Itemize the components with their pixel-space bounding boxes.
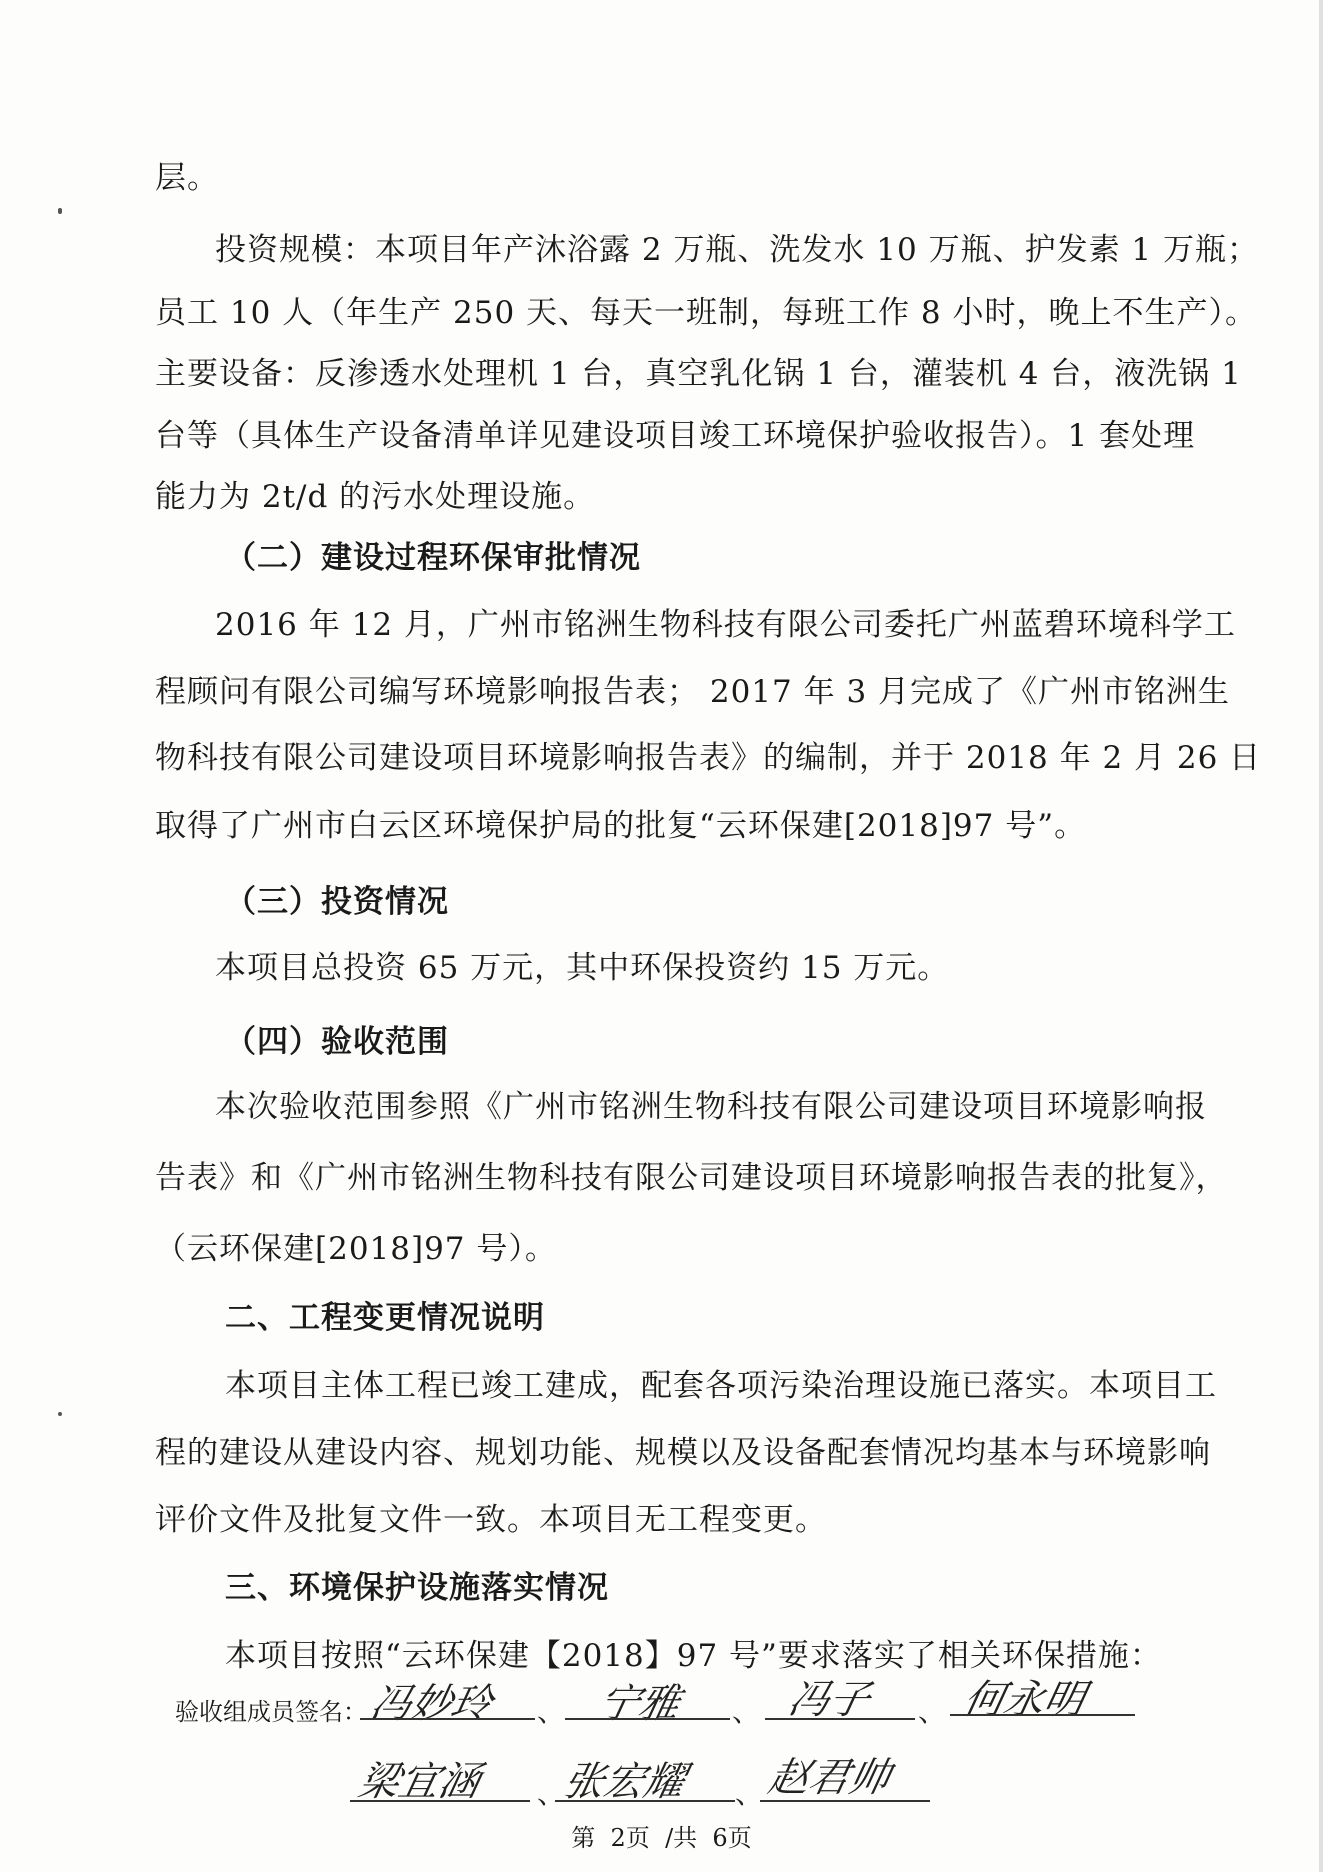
signature: 宁雅 xyxy=(594,1681,685,1727)
text-line: 评价文件及批复文件一致。本项目无工程变更。 xyxy=(155,1502,827,1538)
section-heading: 三、环境保护设施落实情况 xyxy=(225,1570,609,1606)
separator: 、 xyxy=(537,1695,566,1728)
page-number: 第 2页 /共 6页 xyxy=(571,1824,752,1852)
section-heading: 二、工程变更情况说明 xyxy=(225,1300,545,1336)
text-line: 员工 10 人（年生产 250 天、每天一班制，每班工作 8 小时，晚上不生产）。 xyxy=(155,295,1257,331)
text-line: 本次验收范围参照《广州市铭洲生物科技有限公司建设项目环境影响报 xyxy=(215,1089,1207,1125)
separator: 、 xyxy=(732,1695,761,1728)
text-line: 能力为 2t/d 的污水处理设施。 xyxy=(155,479,596,515)
separator: 、 xyxy=(735,1777,764,1810)
signature-line xyxy=(950,1714,1135,1716)
signature-line xyxy=(350,1800,530,1802)
separator: 、 xyxy=(918,1695,947,1728)
signature: 赵君帅 xyxy=(764,1755,895,1801)
text-line: 程的建设从建设内容、规划功能、规模以及设备配套情况均基本与环境影响 xyxy=(155,1435,1211,1471)
signature-line xyxy=(765,1718,915,1720)
text-line: 层。 xyxy=(155,160,219,196)
section-heading: （三）投资情况 xyxy=(225,884,449,920)
scan-speck xyxy=(58,1412,62,1416)
signature-line xyxy=(360,1718,535,1720)
signature-label: 验收组成员签名： xyxy=(175,1698,367,1726)
text-line: 告表》和《广州市铭洲生物科技有限公司建设项目环境影响报告表的批复》， xyxy=(155,1160,1228,1196)
text-line: 本项目总投资 65 万元，其中环保投资约 15 万元。 xyxy=(215,950,950,986)
text-line: （云环保建[2018]97 号）。 xyxy=(155,1231,557,1267)
signature: 冯子 xyxy=(784,1677,875,1723)
text-line: 主要设备：反渗透水处理机 1 台，真空乳化锅 1 台，灌装机 4 台，液洗锅 1 xyxy=(155,356,1242,392)
text-line: 本项目主体工程已竣工建成，配套各项污染治理设施已落实。本项目工 xyxy=(225,1368,1217,1404)
section-heading: （四）验收范围 xyxy=(225,1024,449,1060)
text-line: 取得了广州市白云区环境保护局的批复“云环保建[2018]97 号”。 xyxy=(155,808,1087,844)
signature: 梁宜涵 xyxy=(354,1759,485,1805)
signature: 冯妙玲 xyxy=(366,1681,497,1727)
text-line: 本项目按照“云环保建【2018】97 号”要求落实了相关环保措施： xyxy=(225,1638,1162,1674)
separator: 、 xyxy=(537,1777,566,1810)
signature-line xyxy=(555,1800,735,1802)
text-line: 台等（具体生产设备清单详见建设项目竣工环境保护验收报告）。1 套处理 xyxy=(155,418,1196,454)
text-line: 程顾问有限公司编写环境影响报告表； 2017 年 3 月完成了《广州市铭洲生 xyxy=(155,674,1231,710)
text-line: 投资规模：本项目年产沐浴露 2 万瓶、洗发水 10 万瓶、护发素 1 万瓶； xyxy=(215,232,1260,268)
text-line: 2016 年 12 月，广州市铭洲生物科技有限公司委托广州蓝碧环境科学工 xyxy=(215,607,1236,643)
signature-line xyxy=(760,1800,930,1802)
signature: 张宏耀 xyxy=(559,1759,690,1805)
scan-speck xyxy=(58,208,62,214)
text-line: 物科技有限公司建设项目环境影响报告表》的编制，并于 2018 年 2 月 26 日 xyxy=(155,740,1262,776)
signature: 何永明 xyxy=(959,1677,1090,1723)
section-heading: （二）建设过程环保审批情况 xyxy=(225,540,641,576)
signature-line xyxy=(565,1718,730,1720)
